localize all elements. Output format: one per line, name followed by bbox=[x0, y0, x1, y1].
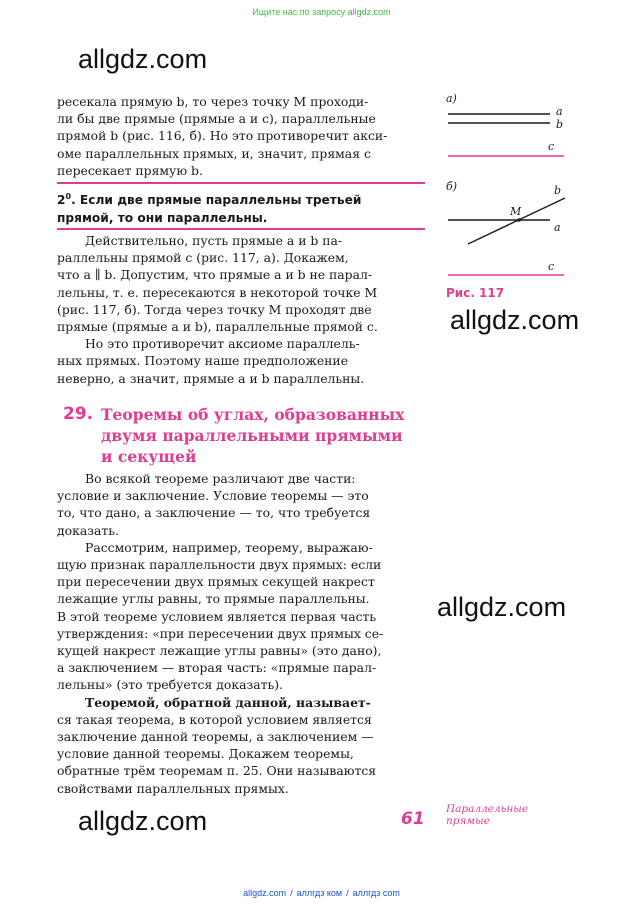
text-line: неверно, а значит, прямые a и b параллельны. bbox=[57, 370, 365, 386]
text-line: Действительно, пусть прямые a и b па- bbox=[85, 233, 343, 248]
page-number: 61 bbox=[401, 809, 425, 829]
text-line: лельны» (это требуется доказать). bbox=[57, 677, 283, 693]
footer-link[interactable]: allgdz.com bbox=[243, 888, 287, 898]
watermark: allgdz.com bbox=[78, 806, 208, 836]
text-line: а заключением — вторая часть: «прямые парал- bbox=[57, 660, 377, 676]
label-a: a bbox=[556, 105, 563, 118]
text-line: условие и заключение. Условие теоремы — это bbox=[57, 488, 369, 504]
running-head bbox=[446, 803, 566, 827]
statement-line: прямой, то они параллельны. bbox=[57, 210, 268, 225]
running-head-line: прямые bbox=[446, 815, 490, 827]
running-head-line: Параллельные bbox=[446, 803, 529, 815]
section-title bbox=[101, 404, 421, 467]
text-line: Теоремой, обратной данной, называет- bbox=[85, 694, 371, 710]
footer-links bbox=[0, 888, 643, 898]
text-line: щую признак параллельности двух прямых: если bbox=[57, 557, 382, 573]
section-title-line: двумя параллельными прямыми bbox=[101, 426, 403, 445]
label-c2: c bbox=[548, 260, 555, 273]
footer-link[interactable]: аллгдз com bbox=[352, 888, 400, 898]
footer-link[interactable]: аллгдз ком bbox=[296, 888, 343, 898]
statement-line bbox=[57, 188, 425, 210]
text-line: пересекает прямую b. bbox=[57, 162, 203, 178]
watermark: allgdz.com bbox=[437, 592, 567, 622]
text-line: что a ∥ b. Допустим, что прямые a и b не парал- bbox=[57, 267, 373, 283]
text-line: свойствами параллельных прямых. bbox=[57, 780, 289, 796]
label-b: b bbox=[556, 118, 564, 131]
statement-sup: 0 bbox=[65, 192, 72, 201]
text-line: ся такая теорема, в которой условием является bbox=[57, 711, 372, 727]
text-line: Во всякой теореме различают две части: bbox=[85, 471, 356, 486]
figure-caption: Рис. 117 bbox=[446, 286, 505, 300]
proof-paragraph bbox=[57, 232, 425, 387]
label-M: M bbox=[510, 205, 522, 218]
text-line: (рис. 117, б). Тогда через точку M проходят две bbox=[57, 301, 372, 317]
section-title-line: и секущей bbox=[101, 447, 197, 466]
text-line: условие данной теоремы. Докажем теоремы, bbox=[57, 746, 354, 762]
panel-a-label: а) bbox=[446, 92, 457, 105]
footer-separator: / bbox=[290, 888, 293, 898]
top-search-link[interactable]: Ищите нас по запросу allgdz.com bbox=[252, 7, 391, 17]
label-a2: a bbox=[554, 221, 561, 234]
text-line: то, что дано, а заключение — то, что требуется bbox=[57, 505, 371, 521]
text-line: оме параллельных прямых, и, значит, прямая c bbox=[57, 145, 371, 161]
text-line: доказать. bbox=[57, 522, 119, 538]
text-line: раллельны прямой c (рис. 117, а). Докажем, bbox=[57, 250, 349, 266]
footer-separator: / bbox=[346, 888, 349, 898]
panel-b-label: б) bbox=[446, 180, 458, 193]
text-line: ли бы две прямые (прямые a и c), параллельные bbox=[57, 111, 376, 127]
text-line: лельны, т. е. пересекаются в некоторой точке M bbox=[57, 284, 378, 300]
text-line: заключение данной теоремы, а заключением — bbox=[57, 729, 374, 745]
point-M bbox=[517, 218, 521, 222]
figure-117 bbox=[440, 90, 570, 285]
body-text bbox=[57, 470, 425, 797]
text-line: прямой b (рис. 116, б). Но это противоречит акси- bbox=[57, 128, 388, 144]
text-line: ных прямых. Поэтому наше предположение bbox=[57, 353, 349, 369]
watermark: allgdz.com bbox=[78, 44, 208, 74]
text-line: при пересечении двух прямых секущей накрест bbox=[57, 574, 375, 590]
statement-number: 2 bbox=[57, 193, 66, 208]
text-line: кущей накрест лежащие углы равны» (это дано), bbox=[57, 643, 382, 659]
watermark: allgdz.com bbox=[450, 305, 580, 335]
text-line: лежащие углы равны, то прямые параллельны. bbox=[57, 591, 370, 607]
section-title-line: Теоремы об углах, образованных bbox=[101, 405, 405, 424]
section-number: 29. bbox=[63, 404, 94, 424]
intro-paragraph bbox=[57, 93, 425, 179]
text-line: ресекала прямую b, то через точку M проходи- bbox=[57, 94, 369, 109]
text-line: прямые (прямые a и b), параллельные прямой c. bbox=[57, 319, 378, 335]
divider bbox=[57, 228, 425, 230]
divider bbox=[57, 182, 425, 184]
statement-text: . Если две прямые параллельны третьей bbox=[71, 193, 362, 208]
statement-2 bbox=[57, 188, 425, 227]
label-c: c bbox=[548, 140, 555, 153]
text-line: обратные трём теоремам п. 25. Они называются bbox=[57, 763, 377, 779]
text-line: В этой теореме условием является первая часть bbox=[57, 608, 377, 624]
text-line: Рассмотрим, например, теорему, выражаю- bbox=[85, 539, 373, 555]
text-line: Но это противоречит аксиоме параллель- bbox=[85, 336, 360, 352]
label-b2: b bbox=[554, 184, 562, 197]
text-line: утверждения: «при пересечении двух прямых се- bbox=[57, 625, 384, 641]
